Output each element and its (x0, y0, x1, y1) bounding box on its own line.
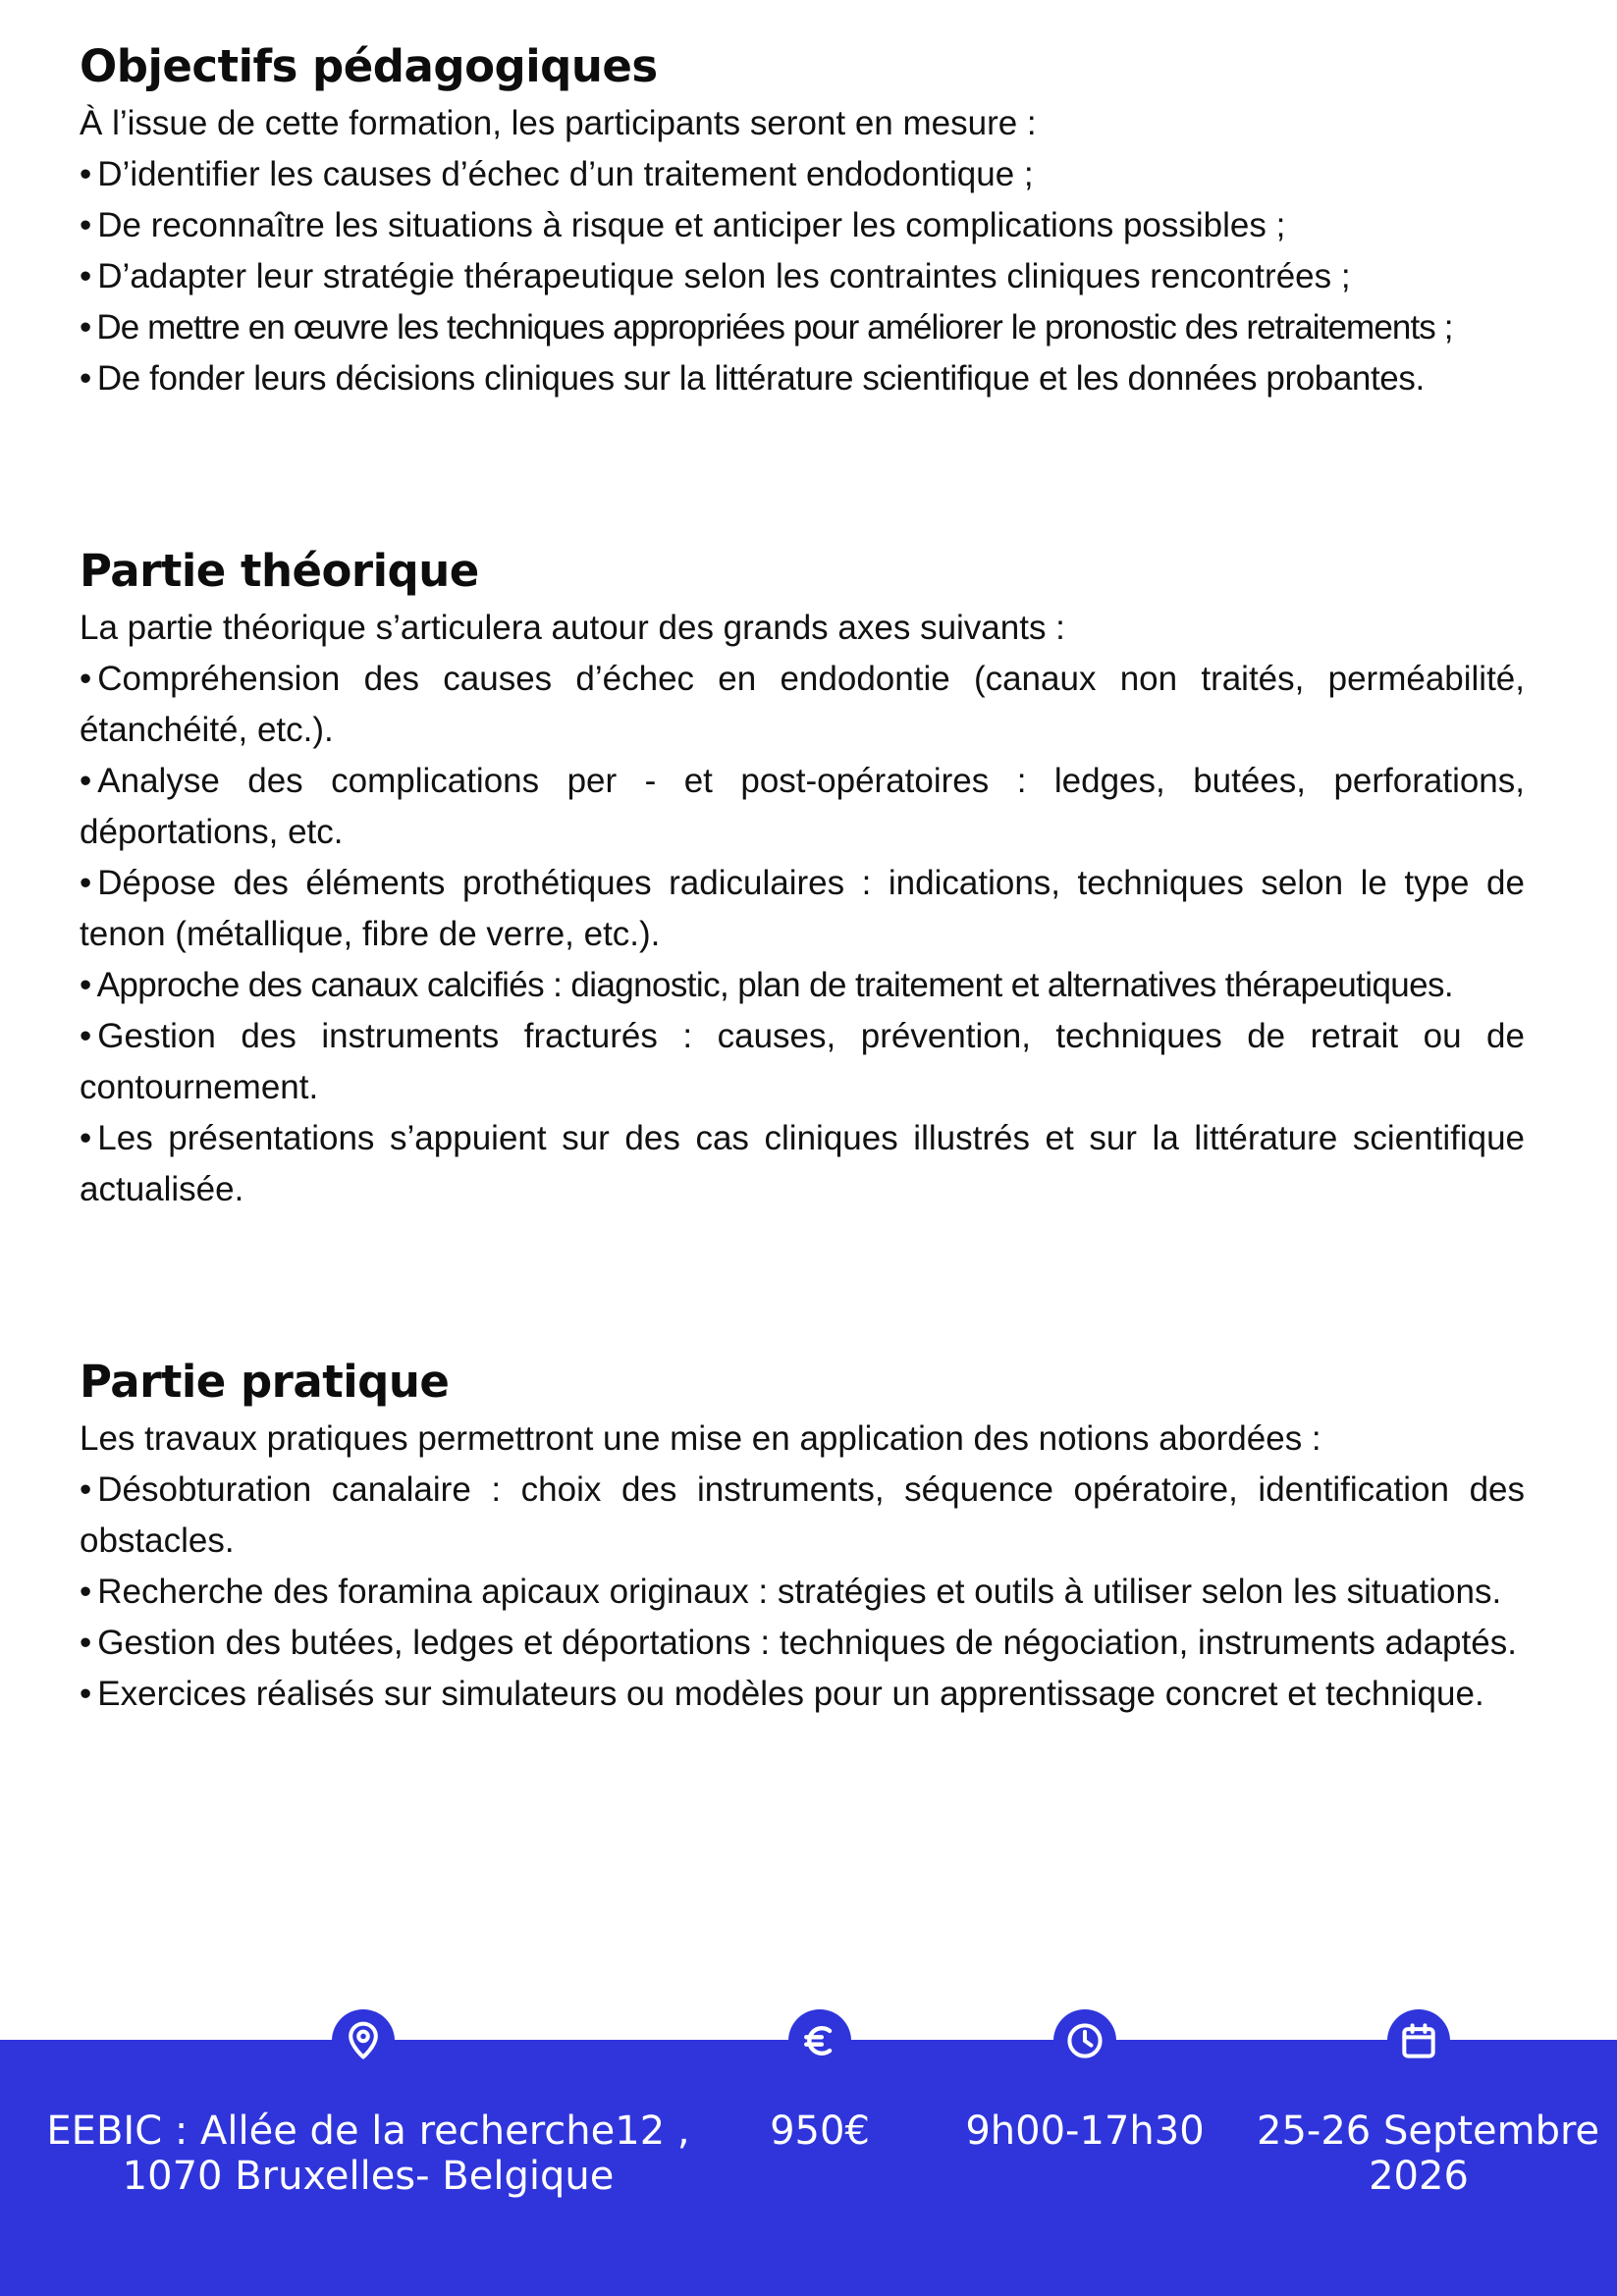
theorique-item-text: Analyse des complications per - et post-opératoires : ledges, butées, perforations, déportations, etc. (80, 762, 1525, 851)
bullet: • (80, 864, 92, 902)
pratique-item (80, 1618, 1525, 1669)
theorique-item-text: Gestion des instruments fracturés : causes, prévention, techniques de retrait ou de contournement. (80, 1017, 1525, 1106)
price-text: 950€ (770, 2109, 870, 2154)
objectifs-intro: À l’issue de cette formation, les participants seront en mesure : (80, 104, 1037, 142)
bullet: • (80, 155, 92, 193)
location-text (0, 2109, 736, 2199)
bullet: • (80, 1624, 92, 1662)
objectifs-item-text: De reconnaître les situations à risque et anticiper les complications possibles ; (97, 206, 1286, 244)
pratique-section (80, 1351, 1525, 1720)
theorique-item-text: Dépose des éléments prothétiques radiculaires : indications, techniques selon le type de tenon (métallique, fibre de verre, etc.). (80, 864, 1525, 953)
theorique-item-text: Les présentations s’appuient sur des cas cliniques illustrés et sur la littérature scientifique actualisée. (80, 1119, 1525, 1208)
theorique-item (80, 858, 1525, 960)
time-text: 9h00-17h30 (965, 2109, 1205, 2154)
bullet: • (80, 359, 91, 398)
pratique-item-text: Recherche des foramina apicaux originaux : stratégies et outils à utiliser selon les situations. (97, 1573, 1502, 1611)
objectifs-item (80, 353, 1525, 404)
bullet: • (80, 1017, 92, 1055)
theorique-item (80, 1011, 1525, 1113)
bullet: • (80, 308, 91, 347)
clock-icon (1053, 2009, 1116, 2072)
objectifs-section (80, 35, 1525, 404)
location-line-1: EEBIC : Allée de la recherche12 , (46, 2109, 690, 2154)
pratique-item (80, 1567, 1525, 1618)
theorique-item (80, 960, 1525, 1011)
date-line-1: 25-26 Septembre (1257, 2109, 1600, 2154)
bullet: • (80, 206, 92, 244)
objectifs-item-text: De fonder leurs décisions cliniques sur la littérature scientifique et les données probantes. (96, 359, 1425, 398)
euro-icon (788, 2009, 851, 2072)
bullet: • (80, 660, 92, 698)
info-footer (0, 2040, 1617, 2296)
pratique-item (80, 1465, 1525, 1567)
theorique-item (80, 1113, 1525, 1215)
location-pin-icon (332, 2009, 395, 2072)
objectifs-item-text: De mettre en œuvre les techniques appropriées pour améliorer le pronostic des retraitements ; (96, 308, 1453, 347)
bullet: • (80, 257, 92, 295)
bullet: • (80, 966, 91, 1004)
pratique-item (80, 1669, 1525, 1720)
theorique-intro: La partie théorique s’articulera autour des grands axes suivants : (80, 609, 1065, 647)
theorique-item-text: Compréhension des causes d’échec en endodontie (canaux non traités, perméabilité, étanchéité, etc.). (80, 660, 1525, 749)
objectifs-item (80, 200, 1525, 251)
bullet: • (80, 1119, 92, 1157)
objectifs-item (80, 149, 1525, 200)
pratique-item-text: Gestion des butées, ledges et déportations : techniques de négociation, instruments adaptés. (97, 1624, 1517, 1662)
date-line-2: 2026 (1369, 2154, 1469, 2199)
pratique-title: Partie pratique (80, 1356, 450, 1408)
bullet: • (80, 1470, 92, 1509)
objectifs-item-text: D’identifier les causes d’échec d’un traitement endodontique ; (97, 155, 1034, 193)
objectifs-item-text: D’adapter leur stratégie thérapeutique selon les contraintes cliniques rencontrées ; (97, 257, 1351, 295)
bullet: • (80, 1573, 92, 1611)
bullet: • (80, 762, 92, 800)
date-text (1257, 2109, 1600, 2199)
objectifs-item (80, 302, 1525, 353)
theorique-section (80, 540, 1525, 1215)
theorique-title: Partie théorique (80, 545, 479, 597)
location-line-2: 1070 Bruxelles- Belgique (122, 2154, 615, 2199)
pratique-item-text: Exercices réalisés sur simulateurs ou modèles pour un apprentissage concret et technique. (97, 1675, 1484, 1713)
calendar-icon (1387, 2009, 1450, 2072)
objectifs-title: Objectifs pédagogiques (80, 40, 658, 92)
pratique-item-text: Désobturation canalaire : choix des instruments, séquence opératoire, identification des obstacles. (80, 1470, 1525, 1560)
theorique-item (80, 654, 1525, 756)
theorique-item-text: Approche des canaux calcifiés : diagnostic, plan de traitement et alternatives thérapeutiques. (96, 966, 1454, 1004)
objectifs-item (80, 251, 1525, 302)
theorique-item (80, 756, 1525, 858)
document-content (80, 35, 1525, 1720)
bullet: • (80, 1675, 92, 1713)
pratique-intro: Les travaux pratiques permettront une mise en application des notions abordées : (80, 1419, 1321, 1458)
